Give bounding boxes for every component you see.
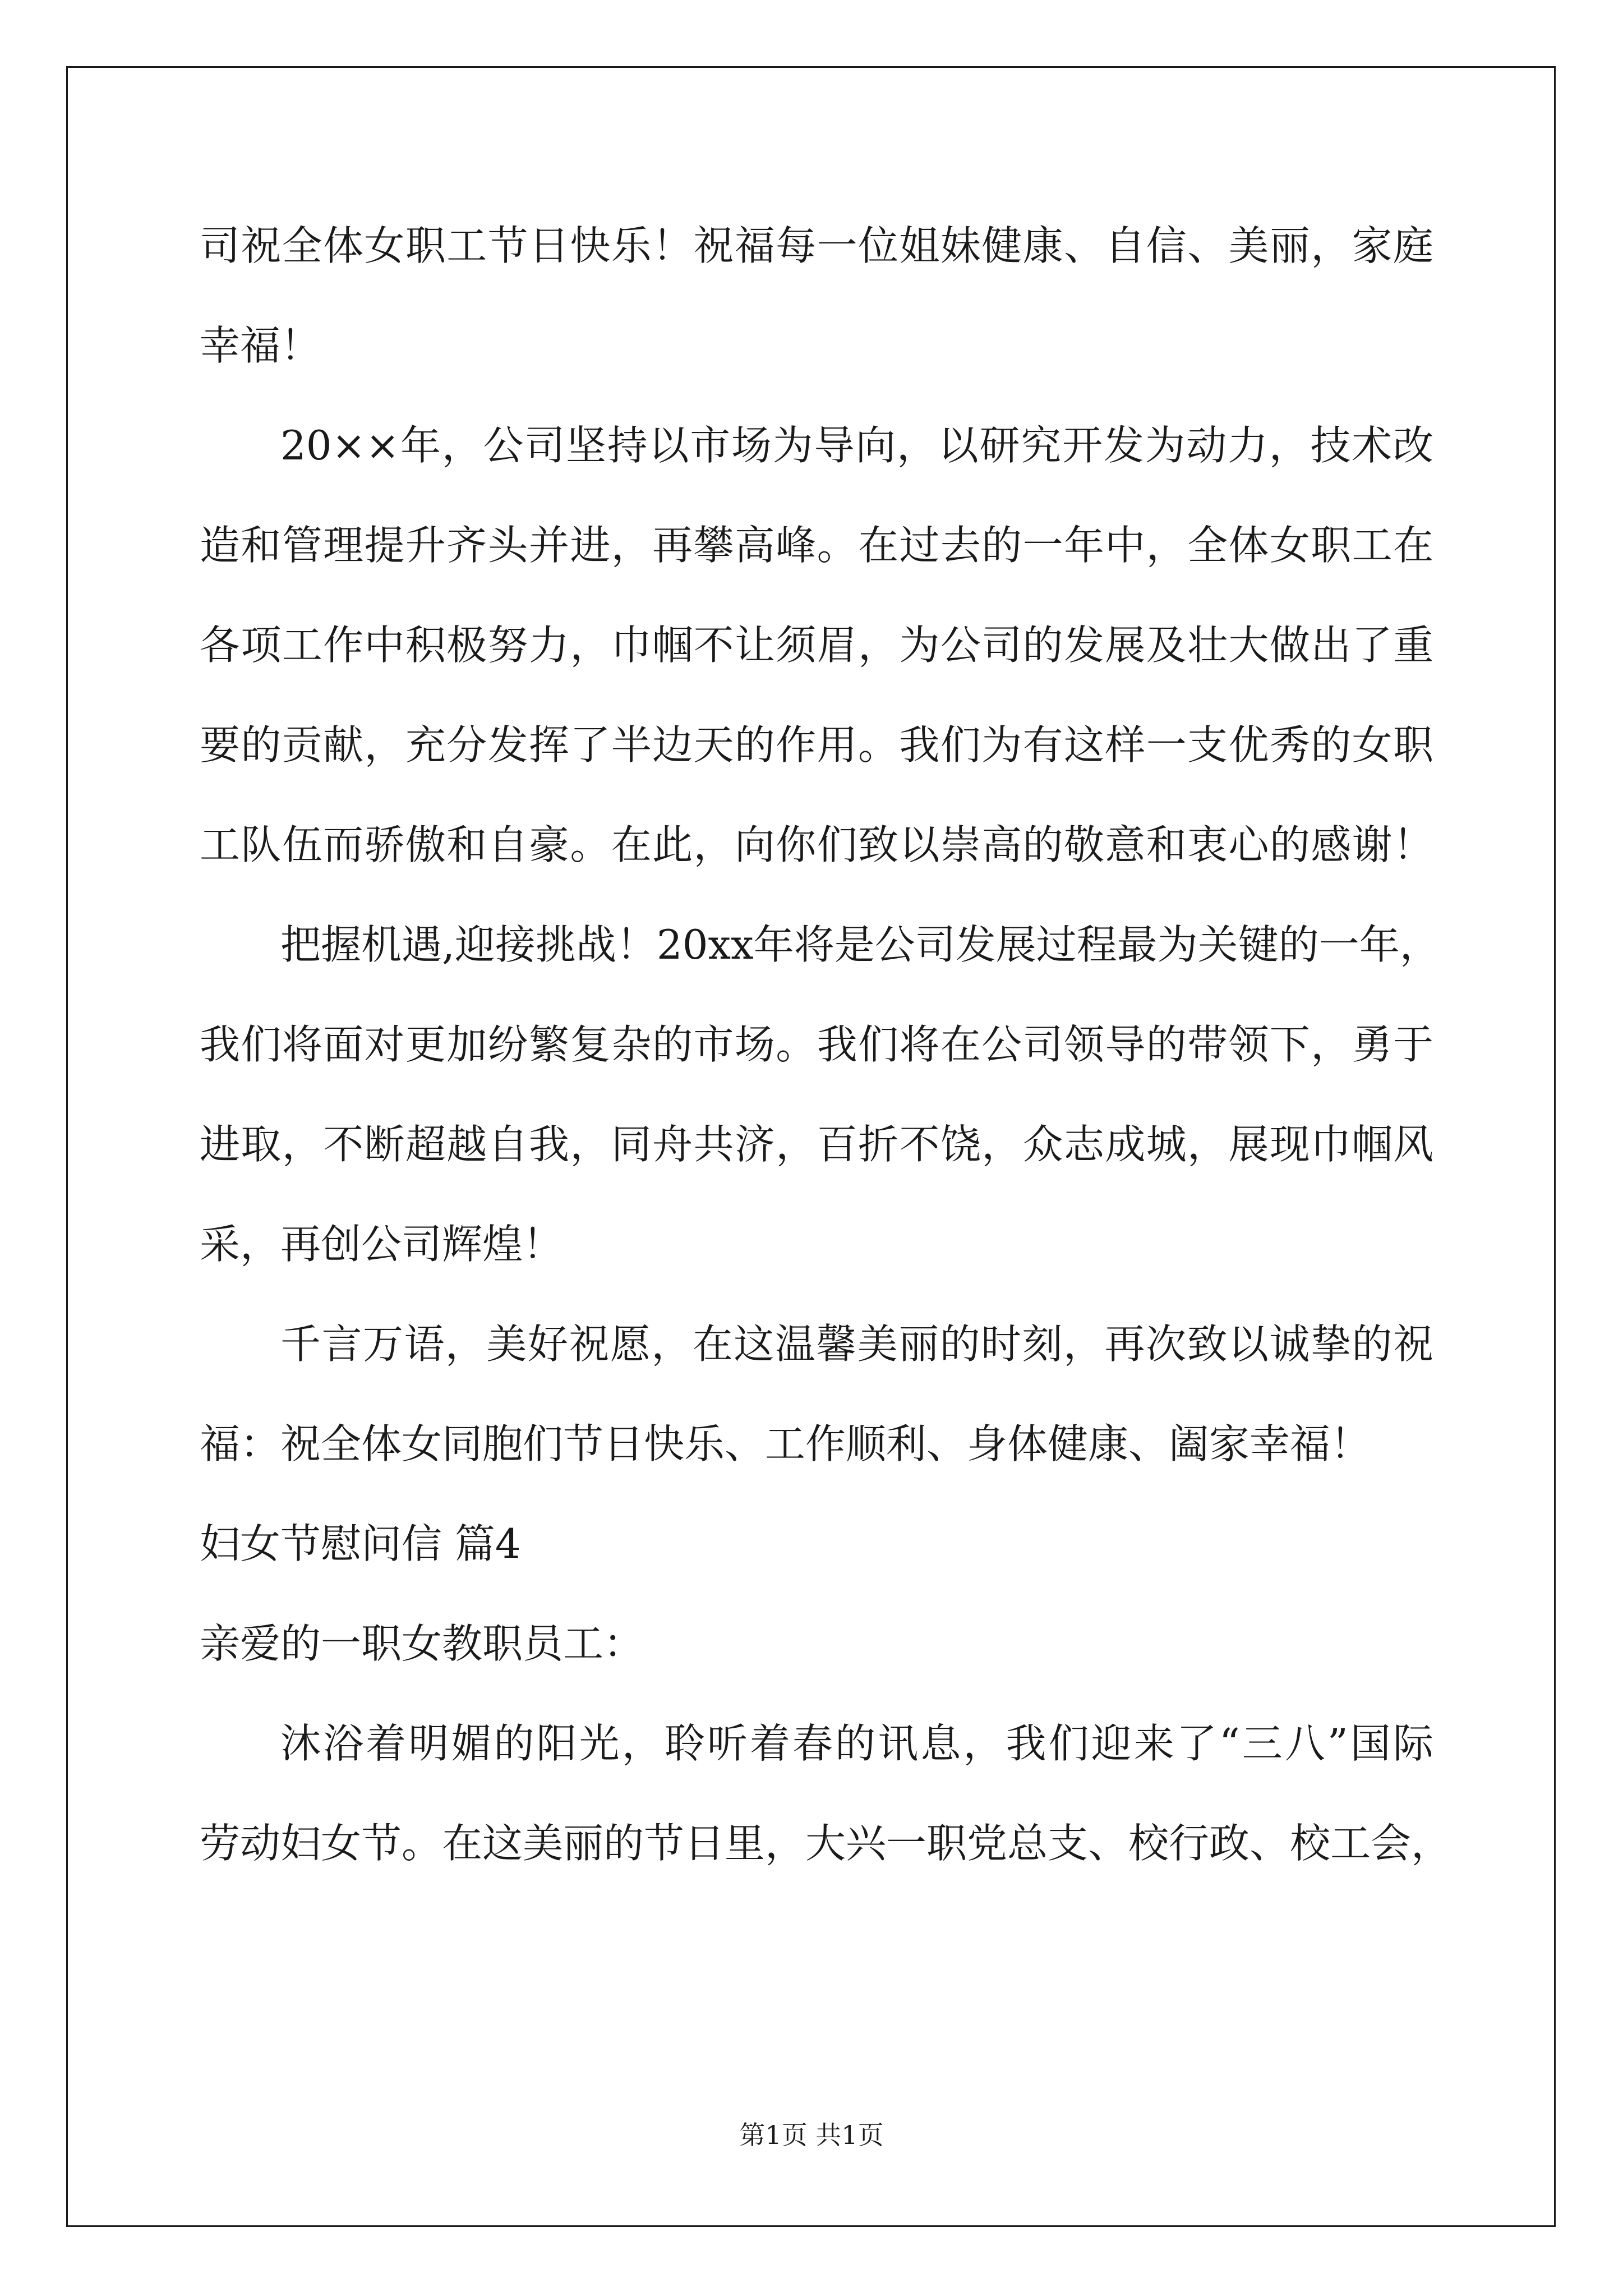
paragraph-line: 20××年，公司坚持以市场为导向，以研究开发为动力，技术改 — [280, 422, 1433, 469]
paragraph-line: 进取，不断超越自我，同舟共济，百折不饶，众志成城，展现巾帼风 — [200, 1121, 1433, 1168]
paragraph-line: 工队伍而骄傲和自豪。在此，向你们致以崇高的敬意和衷心的感谢！ — [200, 821, 1433, 868]
salutation: 亲爱的一职女教职员工： — [200, 1620, 644, 1667]
paragraph-line: 我们将面对更加纷繁复杂的市场。我们将在公司领导的带领下，勇于 — [200, 1021, 1433, 1068]
paragraph-line: 造和管理提升齐头并进，再攀高峰。在过去的一年中，全体女职工在 — [200, 522, 1433, 569]
paragraph-line: 采，再创公司辉煌！ — [200, 1221, 564, 1268]
paragraph-line: 幸福！ — [200, 322, 321, 369]
page-number: 第1页 共1页 — [739, 2120, 884, 2150]
section-heading: 妇女节慰问信 篇4 — [200, 1520, 521, 1567]
paragraph-line: 福：祝全体女同胞们节日快乐、工作顺利、身体健康、阖家幸福！ — [200, 1420, 1371, 1467]
paragraph-line: 把握机遇,迎接挑战！20xx年将是公司发展过程最为关键的一年， — [280, 921, 1440, 968]
paragraph-line: 千言万语，美好祝愿，在这温馨美丽的时刻，再次致以诚挚的祝 — [280, 1320, 1433, 1368]
paragraph-line: 要的贡献，充分发挥了半边天的作用。我们为有这样一支优秀的女职 — [200, 721, 1433, 769]
paragraph-line: 司祝全体女职工节日快乐！祝福每一位姐妹健康、自信、美丽，家庭 — [200, 222, 1433, 269]
paragraph-line: 沐浴着明媚的阳光，聆听着春的讯息，我们迎来了“三八”国际 — [280, 1720, 1433, 1767]
paragraph-line: 各项工作中积极努力，巾帼不让须眉，为公司的发展及壮大做出了重 — [200, 622, 1433, 669]
paragraph-line: 劳动妇女节。在这美丽的节日里，大兴一职党总支、校行政、校工会， — [200, 1820, 1452, 1867]
